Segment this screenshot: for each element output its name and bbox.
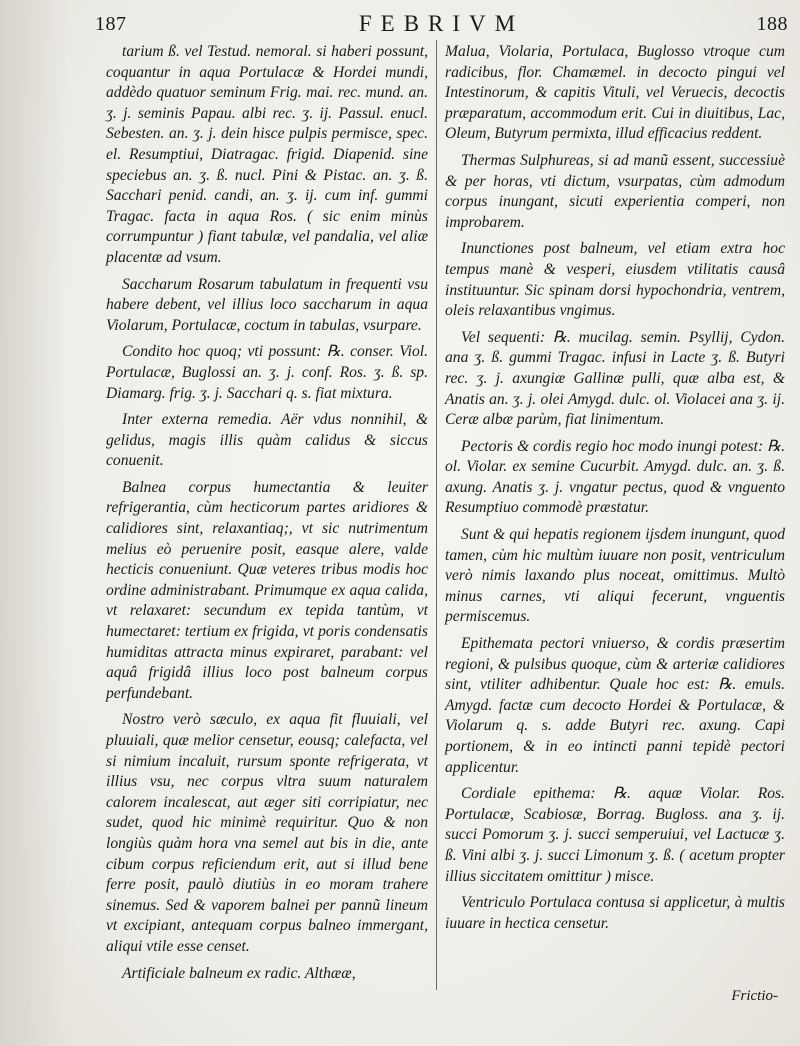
paragraph: Pectoris & cordis regio hoc modo inungi potest: ℞. ol. Violar. ex semine Cucurbit. Amygd. dulc. an. ʒ. ß. axung. Anatis ʒ. j. vngatur pectus, quod & vnguento Resumptiuo commodè præstatur.	[445, 437, 785, 517]
right-text-column	[445, 42, 785, 940]
paragraph: tarium ß. vel Testud. nemoral. si haberi possunt, coquantur in aqua Portulacæ & Hordei mundi, addèdo quatuor seminum Frig. mai. rec. mund. an. ʒ. j. seminis Papau. albi rec. ʒ. ij. Passul. enucl. Sebesten. an. ʒ. j. dein hisce pulpis permisce, spec. el. Resumptiui, Diatragac. frigid. Diapenid. sine speciebus an. ʒ. ß. nucl. Pini & Pistac. an. ʒ. ß. Sacchari penid. candi, an. ʒ. ij. cum inf. gummi Tragac. facta in aqua Ros. ( sic enim minùs corrumpuntur ) fiant tabulæ, vel pandalia, vel aliæ placentæ ad vsum.	[106, 43, 428, 266]
running-title: FEBRIVM	[358, 11, 525, 36]
paragraph: Thermas Sulphureas, si ad manũ essent, successiuè & per horas, vti dictum, vsurpatas, cùm admodum corpus inungant, sicuti experientia comperi, non improbarem.	[445, 151, 785, 231]
paragraph: Malua, Violaria, Portulaca, Buglosso vtroque cum radicibus, flor. Chamæmel. in decocto pingui vel Intestinorum, & capitis Vituli, vel Veruecis, decoctis præparatum, accommodum erit. Cui in diuitibus, Lac, Oleum, Butyrum permixta, illud efficacius reddent.	[445, 43, 785, 143]
gutter-shadow	[0, 0, 70, 1046]
paragraph: Ventriculo Portulaca contusa si applicetur, à multis iuuare in hectica censetur.	[445, 894, 785, 932]
paragraph: Condito hoc quoq; vti possunt: ℞. conser. Viol. Portulacæ, Buglossi an. ʒ. j. conf. Ros. ʒ. ß. sp. Diamarg. frig. ʒ. j. Sacchari q. s. fiat mixtura.	[106, 343, 428, 402]
left-page-number: 187	[95, 12, 127, 35]
paragraph: Sunt & qui hepatis regionem ijsdem inungunt, quod tamen, cùm hic multùm iuuare non posit, ventriculum verò nimis laxando plus noceat, omittimus. Multò minus carnes, vti aliqui fecerunt, vnguentis permiscemus.	[445, 526, 785, 626]
paragraph: Cordiale epithema: ℞. aquæ Violar. Ros. Portulacæ, Scabiosæ, Borrag. Bugloss. ana ʒ. ij. succi Pomorum ʒ. j. succi semperuiui, vel Lactucæ ʒ. ß. Vini albi ʒ. j. succi Limonum ʒ. ß. ( acetum propter illius siccitatem omittitur ) misce.	[445, 785, 785, 885]
left-text-column	[106, 42, 428, 990]
catchword: Frictio-	[731, 988, 778, 1004]
column-divider	[436, 40, 437, 990]
paragraph: Artificiale balneum ex radic. Althææ,	[122, 964, 356, 982]
paragraph: Vel sequenti: ℞. mucilag. semin. Psyllij, Cydon. ana ʒ. ß. gummi Tragac. infusi in Lacte ʒ. ß. Butyri rec. ʒ. j. axungiæ Gallinæ pulli, quæ alba est, & Anatis an. ʒ. j. olei Amygd. dulc. ol. Violacei ana ʒ. ij. Ceræ albæ parùm, fiat linimentum.	[445, 328, 785, 429]
paragraph: Inter externa remedia. Aër vdus nonnihil, & gelidus, magis illis quàm calidus & siccus conuenit.	[106, 411, 428, 470]
right-page-number: 188	[756, 12, 788, 35]
paragraph: Saccharum Rosarum tabulatum in frequenti vsu habere debent, vel illius loco saccharum in aqua Violarum, Portulacæ, coctum in tabulas, vsurpare.	[106, 275, 428, 334]
paragraph: Balnea corpus humectantia & leuiter refrigerantia, cùm hecticorum partes aridiores & calidiores sint, relaxantiaq;, vt sic nutrimentum melius eò peruenire posit, easque alere, valde hecticis conueniunt. Quæ veteres tribus modis hoc ordine administrabant. Primumque ex aqua calida, vt relaxaret: secundum ex tepida tantùm, vt humectaret: tertium ex frigida, vt poris condensatis humiditas attracta minus expiraret, parabant: vel aquâ frigidâ illius loco post balneum corpus perfundebant.	[106, 478, 428, 702]
paragraph: Inunctiones post balneum, vel etiam extra hoc tempus manè & vesperi, eiusdem vtilitatis causâ instituuntur. Sic spinam dorsi hypochondria, ventrem, oleis relaxantibus vngimus.	[445, 240, 785, 320]
paragraph: Nostro verò sæculo, ex aqua fit fluuiali, vel pluuiali, quæ melior censetur, eousq; calefacta, vel si nimium incaluit, rursum sponte refrigerata, vt illius vsu, nec corpus vltra suum naturalem calorem incalescat, aut æger siti corripiatur, nec sudet, quod hic minimè requiritur. Quo & non longiùs quàm hora vna semel aut bis in die, ante cibum corpus reficiendum erit, aut si illud bene ferre posit, paulò diutiùs in eo moram trahere sinemus. Sed & vaporem balnei per pannũ lineum vt excipiant, antequam corpus balneo immergant, aliqui vtile esse censet.	[106, 711, 428, 955]
running-header	[95, 6, 788, 42]
paragraph: Epithemata pectori vniuerso, & cordis præsertim regioni, & pulsibus quoque, cùm & arteriæ calidiores sint, vtiliter adhibentur. Quale hoc est: ℞. emuls. Amygd. factæ cum decocto Hordei & Portulacæ, & Violarum q. s. adde Butyri rec. axung. Capi portionem, & in eo intincti panni tepidè pectori applicentur.	[445, 635, 785, 776]
